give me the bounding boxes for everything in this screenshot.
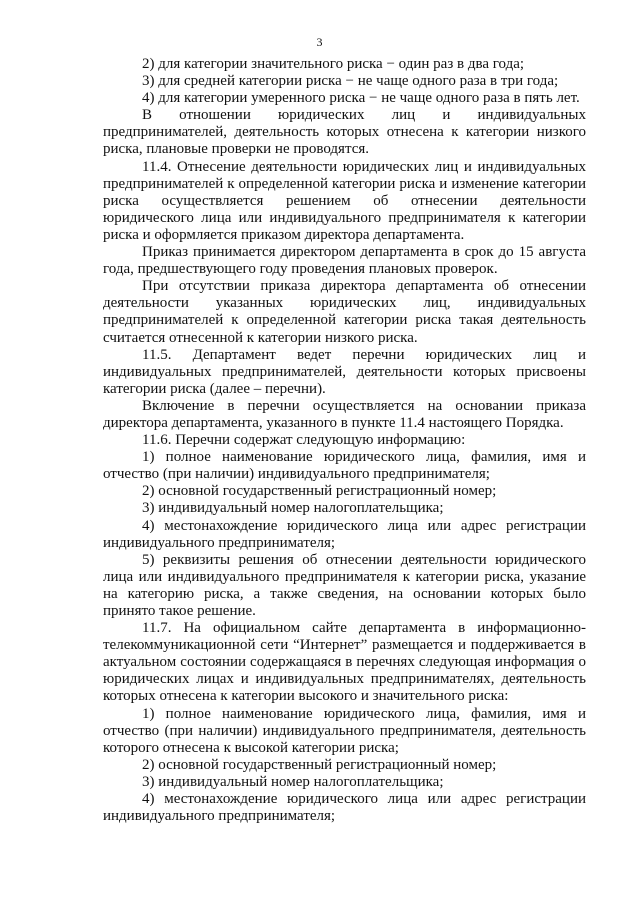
list-item-full-name-high-risk: 1) полное наименование юридического лица, фамилия, имя и отчество (при наличии) индивидуального предпринимателя, деятельность которого отнесена к высокой категории риска; (103, 705, 586, 756)
paragraph-low-risk-no-inspections: В отношении юридических лиц и индивидуальных предпринимателей, деятельность которых отнесена к категории низкого риска, плановые проверки не проводятся. (103, 107, 586, 158)
list-item-inn-2: 3) индивидуальный номер налогоплательщика; (142, 773, 444, 790)
list-item-location-2: 4) местонахождение юридического лица или адрес регистрации индивидуального предпринимателя; (103, 791, 586, 825)
paragraph-item-4-moderate-risk: 4) для категории умеренного риска − не чаще одного раза в пять лет. (142, 90, 580, 107)
paragraph-absent-order: При отсутствии приказа директора департамента об отнесении деятельности указанных юридических лиц, индивидуальных предпринимателей к определенной категории риска такая деятельность считается отнесенной к категории низкого риска. (103, 278, 586, 346)
page-number: 3 (316, 35, 323, 49)
list-item-ogrn-2: 2) основной государственный регистрационный номер; (142, 756, 497, 773)
list-item-inn: 3) индивидуальный номер налогоплательщика; (142, 500, 444, 517)
list-item-ogrn: 2) основной государственный регистрационный номер; (142, 483, 497, 500)
document-body (103, 56, 586, 825)
paragraph-11-5: 11.5. Департамент ведет перечни юридических лиц и индивидуальных предпринимателей, деятельности которых присвоены категории риска (далее – перечни). (103, 346, 586, 397)
paragraph-order-deadline: Приказ принимается директором департамента в срок до 15 августа года, предшествующего году проведения плановых проверок. (103, 244, 586, 278)
list-item-decision-details: 5) реквизиты решения об отнесении деятельности юридического лица или индивидуального предпринимателя к категории риска, указание на категорию риска, а также сведения, на основании которых было принято такое решение. (103, 551, 586, 619)
paragraph-item-2-significant-risk: 2) для категории значительного риска − один раз в два года; (142, 56, 525, 72)
paragraph-item-3-medium-risk: 3) для средней категории риска − не чаще одного раза в три года; (142, 73, 559, 90)
paragraph-11-7: 11.7. На официальном сайте департамента в информационно-телекоммуникационной сети “Интернет” размещается и поддерживается в актуальном состоянии содержащаяся в перечнях следующая информация о юридических лицах и индивидуальных предпринимателях, деятельность которых отнесена к категории высокого и значительного риска: (103, 620, 586, 705)
paragraph-inclusion-in-lists: Включение в перечни осуществляется на основании приказа директора департамента, указанного в пункте 11.4 настоящего Порядка. (103, 397, 586, 431)
list-item-location: 4) местонахождение юридического лица или адрес регистрации индивидуального предпринимателя; (103, 517, 586, 551)
list-item-full-name: 1) полное наименование юридического лица, фамилия, имя и отчество (при наличии) индивидуального предпринимателя; (103, 449, 586, 483)
paragraph-11-6: 11.6. Перечни содержат следующую информацию: (142, 432, 466, 449)
paragraph-11-4: 11.4. Отнесение деятельности юридических лиц и индивидуальных предпринимателей к определенной категории риска и изменение категории риска осуществляется решением об отнесении деятельности юридического лица или индивидуального предпринимателя к категории риска и оформляется приказом директора департамента. (103, 158, 586, 243)
